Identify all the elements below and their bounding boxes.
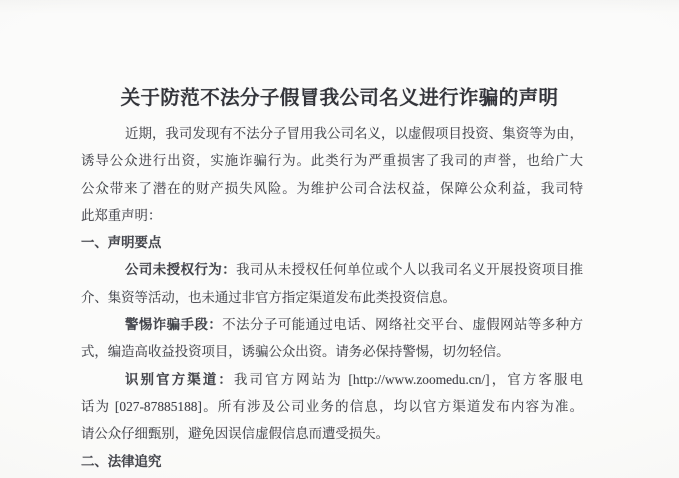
- section-heading: [81, 448, 583, 475]
- lead-in-emphasis-text: 警惕诈骗手段：: [125, 317, 223, 333]
- body-text: 我司从未授权任何单位或个人以我司名义开展投资项目推: [236, 262, 584, 278]
- body-text: 诱导公众进行出资，实施诈骗行为。此类行为严重损害了我司的声誉，也给广大: [81, 153, 583, 169]
- body-text: 我司官方网站为 [http://www.zoomedu.cn/]，官方客服电: [233, 371, 583, 387]
- lead-in-emphasis-text: 识别官方渠道：: [125, 371, 234, 387]
- text-line: [81, 393, 583, 420]
- text-line: [81, 420, 583, 447]
- body-text: 近期，我司发现有不法分子冒用我公司名义，以虚假项目投资、集资等为由，: [125, 126, 583, 141]
- lead-in-emphasis-text: 二、法律追究: [81, 453, 162, 469]
- body-text: 话为 [027-87885188]。所有涉及公司业务的信息，均以官方渠道发布内容为准。: [81, 398, 583, 414]
- text-line: [81, 366, 583, 393]
- text-line: [81, 175, 583, 202]
- lead-in-emphasis-text: 一、声明要点: [81, 235, 162, 251]
- document-title: 关于防范不法分子假冒我公司名义进行诈骗的声明: [120, 88, 559, 109]
- text-line: [81, 120, 583, 147]
- body-text: 介、集资等活动，也未通过非官方指定渠道发布此类投资信息。: [81, 289, 456, 305]
- body-text: 公众带来了潜在的财产损失风险。为维护公司合法权益，保障公众利益，我司特: [81, 180, 583, 196]
- body-text: 请公众仔细甄别，避免因误信虚假信息而遭受损失。: [81, 426, 389, 442]
- body-text: 不法分子可能通过电话、网络社交平台、虚假网站等多种方: [222, 317, 584, 333]
- lead-in-emphasis-text: 公司未授权行为：: [125, 262, 237, 278]
- body-text: 式，编造高收益投资项目，诱骗公众出资。请务必保持警惕，切勿轻信。: [81, 344, 510, 360]
- text-line: [81, 311, 583, 338]
- text-line: [81, 284, 583, 311]
- body-text: 此郑重声明：: [81, 207, 162, 223]
- text-line: [81, 202, 583, 229]
- section-heading: [81, 229, 583, 256]
- text-line: [81, 338, 583, 365]
- text-line: [81, 256, 583, 283]
- document-body: [81, 120, 583, 475]
- text-line: [81, 147, 583, 174]
